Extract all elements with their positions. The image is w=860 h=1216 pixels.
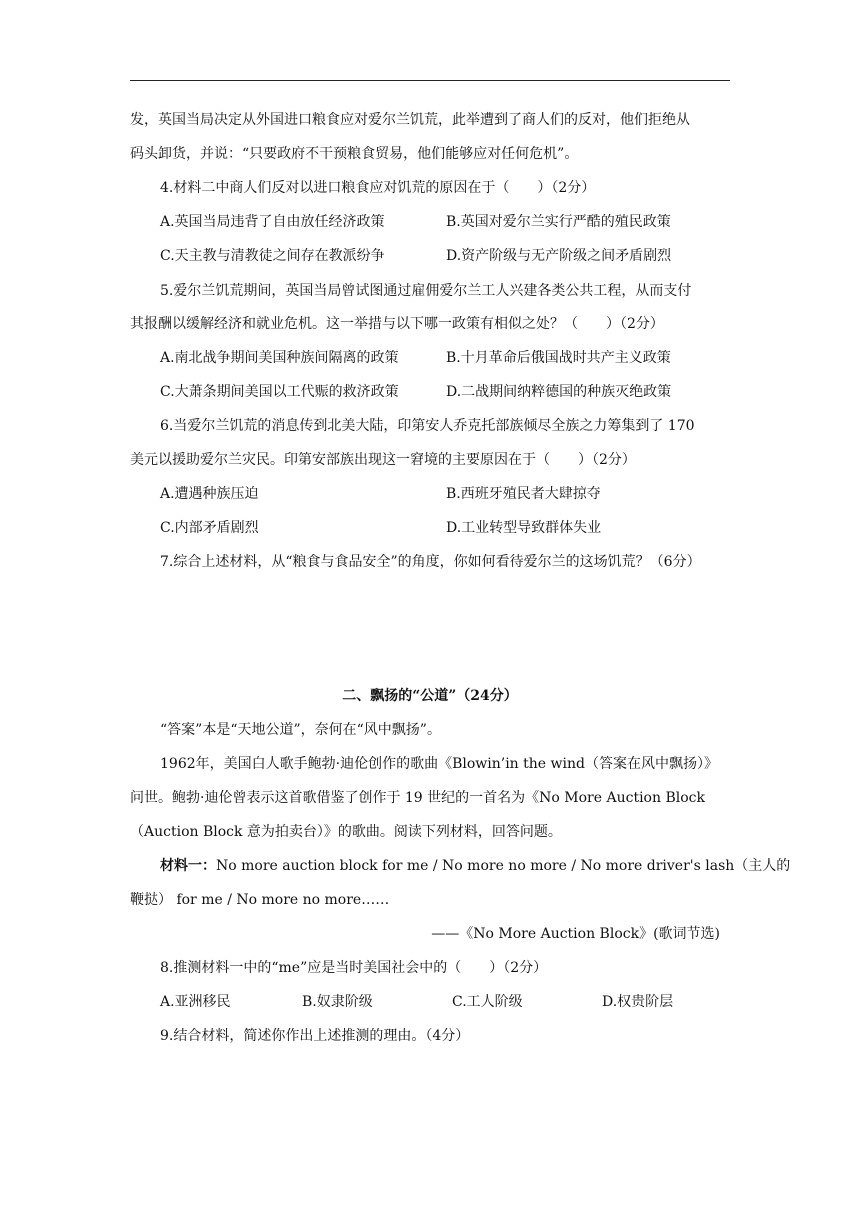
option-c: C.工人阶级 — [452, 994, 523, 1010]
option-a: A.亚洲移民 — [160, 994, 231, 1010]
section-title: 二、飘扬的“公道”（24分） — [342, 688, 518, 704]
question-9: 9.结合材料，简述你作出上述推测的理由。（4分） — [160, 1028, 470, 1044]
material-text: No more auction block for me / No more no more / No more driver's lash（主人的 — [216, 858, 791, 874]
material-label: 材料一： — [160, 858, 216, 874]
question-4: 4.材料二中商人们反对以进口粮食应对饥荒的原因在于（ ）（2分） — [160, 180, 596, 196]
option-d: D.二战期间纳粹德国的种族灭绝政策 — [446, 384, 672, 400]
option-b: B.奴隶阶级 — [302, 994, 373, 1010]
question-5: 5.爱尔兰饥荒期间，英国当局曾试图通过雇佣爱尔兰工人兴建各类公共工程，从而支付 — [160, 283, 692, 299]
option-b: B.英国对爱尔兰实行严酷的殖民政策 — [446, 214, 671, 230]
option-a: A.遭遇种族压迫 — [160, 486, 259, 502]
header-rule — [130, 80, 730, 81]
option-b: B.西班牙殖民者大肆掠夺 — [446, 486, 601, 502]
option-a: A.英国当局违背了自由放任经济政策 — [160, 214, 385, 230]
option-c: C.大萧条期间美国以工代赈的救济政策 — [160, 384, 399, 400]
text-line: 码头卸货，并说：“只要政府不干预粮食贸易，他们能够应对任何危机”。 — [130, 146, 579, 162]
option-d: D.权贵阶层 — [602, 994, 674, 1010]
question-7: 7.综合上述材料，从“粮食与食品安全”的角度，你如何看待爱尔兰的这场饥荒？（6分） — [160, 554, 701, 570]
text-line: 发，英国当局决定从外国进口粮食应对爱尔兰饥荒，此举遭到了商人们的反对，他们拒绝从 — [130, 112, 690, 128]
option-c: C.内部矛盾剧烈 — [160, 520, 259, 536]
question-6: 6.当爱尔兰饥荒的消息传到北美大陆，印第安人乔克托部族倾尽全族之力筹集到了 170 — [160, 418, 695, 434]
section-intro: “答案”本是“天地公道”，奈何在“风中飘扬”。 — [160, 722, 441, 738]
option-a: A.南北战争期间美国种族间隔离的政策 — [160, 350, 399, 366]
material-one — [160, 856, 790, 876]
option-d: D.资产阶级与无产阶级之间矛盾剧烈 — [446, 248, 672, 264]
paragraph-line: （Auction Block 意为拍卖台）》的歌曲。阅读下列材料，回答问题。 — [130, 824, 562, 840]
material-one-cont: 鞭挞） for me / No more no more…… — [130, 892, 390, 908]
option-d: D.工业转型导致群体失业 — [446, 520, 602, 536]
paragraph-line: 1962年，美国白人歌手鲍勃·迪伦创作的歌曲《Blowin’in the wind（答案在风中飘扬）》 — [160, 756, 718, 772]
paragraph-line: 问世。鲍勃·迪伦曾表示这首歌借鉴了创作于 19 世纪的一首名为《No More Auction Block — [130, 790, 705, 806]
option-c: C.天主教与清教徒之间存在教派纷争 — [160, 248, 385, 264]
question-5-cont: 其报酬以缓解经济和就业危机。这一举措与以下哪一政策有相似之处？（ ）（2分） — [130, 316, 664, 332]
option-b: B.十月革命后俄国战时共产主义政策 — [446, 350, 671, 366]
question-6-cont: 美元以援助爱尔兰灾民。印第安部族出现这一窘境的主要原因在于（ ）（2分） — [130, 452, 636, 468]
material-source: ——《No More Auction Block》(歌词节选) — [431, 926, 720, 942]
question-8: 8.推测材料一中的“me”应是当时美国社会中的（ ）（2分） — [160, 960, 548, 976]
